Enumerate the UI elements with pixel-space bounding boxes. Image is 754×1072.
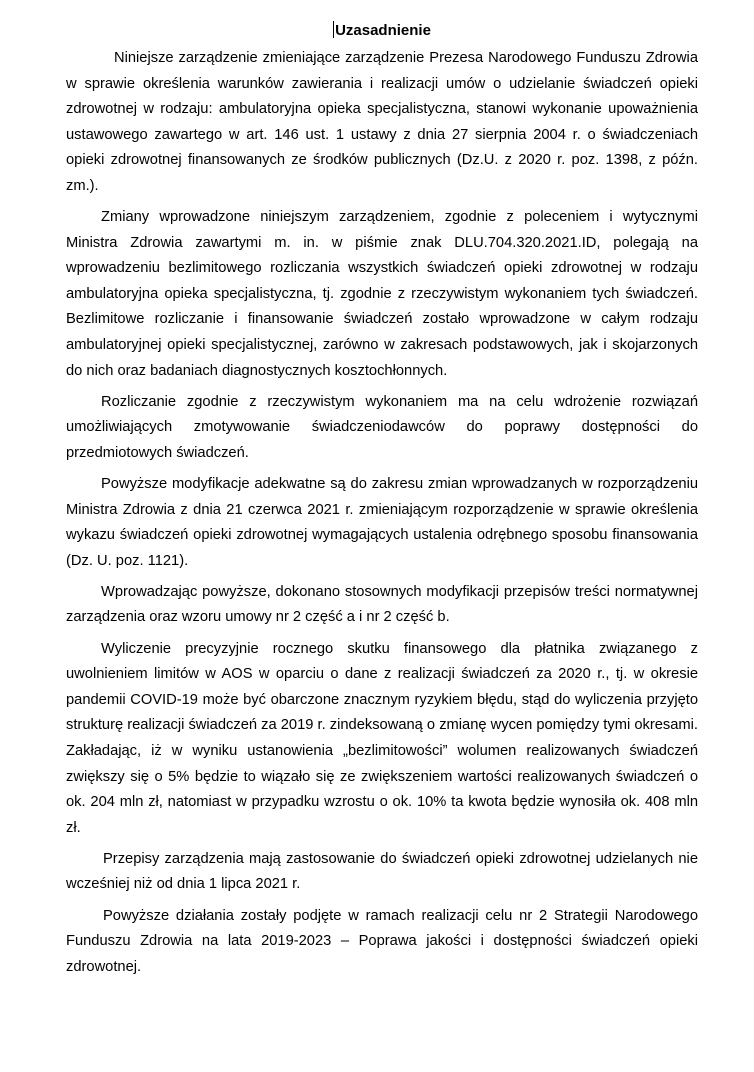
document-title: Uzasadnienie xyxy=(335,22,431,39)
paragraph-effective-date: Przepisy zarządzenia mają zastosowanie do świadczeń opieki zdrowotnej udzielanych nie wcześniej niż od dnia 1 lipca 2021 r. xyxy=(66,850,698,893)
paragraph-changes: Zmiany wprowadzone niniejszym zarządzeniem, zgodnie z poleceniem i wytycznymi Ministra Zdrowia zawartymi m. in. w piśmie znak DLU.704.320.2021.ID, polegają na wprowadzeniu bezlimitowego rozliczania wszystkich świadczeń opieki zdrowotnej w rodzaju ambulatoryjna opieka specjalistyczna, tj. zgodnie z rzeczywistym wykonaniem tych świadczeń. Bezlimitowe rozliczanie i finansowanie świadczeń zostało wprowadzone w całym rodzaju ambulatoryjnej opieki specjalistycznej, zarówno w zakresach podstawowych, jak i skojarzonych do nich oraz badaniach diagnostycznych kosztochłonnych. xyxy=(66,209,698,379)
paragraph-strategy: Powyższe działania zostały podjęte w ramach realizacji celu nr 2 Strategii Narodowego Funduszu Zdrowia na lata 2019-2023 – Poprawa jakości i dostępności świadczeń opieki zdrowotnej. xyxy=(66,907,698,975)
paragraph-modifications: Wprowadzając powyższe, dokonano stosownych modyfikacji przepisów treści normatywnej zarządzenia oraz wzoru umowy nr 2 część a i nr 2 część b. xyxy=(66,583,698,626)
paragraph-regulation-alignment: Powyższe modyfikacje adekwatne są do zakresu zmian wprowadzanych w rozporządzeniu Ministra Zdrowia z dnia 21 czerwca 2021 r. zmieniającym rozporządzenie w sprawie określenia wykazu świadczeń opieki zdrowotnej wymagających ustalenia odrębnego sposobu finansowania (Dz. U. poz. 1121). xyxy=(66,476,698,569)
document-title-row xyxy=(66,20,698,42)
document-page xyxy=(66,20,698,986)
text-cursor xyxy=(333,21,334,38)
paragraph-financial-effect: Wyliczenie precyzyjnie rocznego skutku finansowego dla płatnika związanego z uwolnieniem limitów w AOS w oparciu o dane z realizacji świadczeń za 2020 r., tj. w okresie pandemii COVID-19 może być obarczone znacznym ryzykiem błędu, stąd do wyliczenia przyjęto strukturę realizacji świadczeń za 2019 r. zindeksowaną o zmianę wycen pomiędzy tymi okresami. Zakładając, iż w wyniku ustanowienia „bezlimitowości” wolumen realizowanych świadczeń zwiększy się o 5% będzie to wiązało się ze zwiększeniem wartości realizowanych świadczeń o ok. 204 mln zł, natomiast w przypadku wzrostu o ok. 10% ta kwota będzie wynosiła ok. 408 mln zł. xyxy=(66,640,698,836)
paragraph-legal-basis: Niniejsze zarządzenie zmieniające zarządzenie Prezesa Narodowego Funduszu Zdrowia w sprawie określenia warunków zawierania i realizacji umów o udzielanie świadczeń opieki zdrowotnej w rodzaju: ambulatoryjna opieka specjalistyczna, stanowi wykonanie upoważnienia ustawowego zawartego w art. 146 ust. 1 ustawy z dnia 27 sierpnia 2004 r. o świadczeniach opieki zdrowotnej finansowanych ze środków publicznych (Dz.U. z 2020 r. poz. 1398, z późn. zm.). xyxy=(66,50,698,194)
paragraph-settlement-goal: Rozliczanie zgodnie z rzeczywistym wykonaniem ma na celu wdrożenie rozwiązań umożliwiających zmotywowanie świadczeniodawców do poprawy dostępności do przedmiotowych świadczeń. xyxy=(66,393,698,461)
